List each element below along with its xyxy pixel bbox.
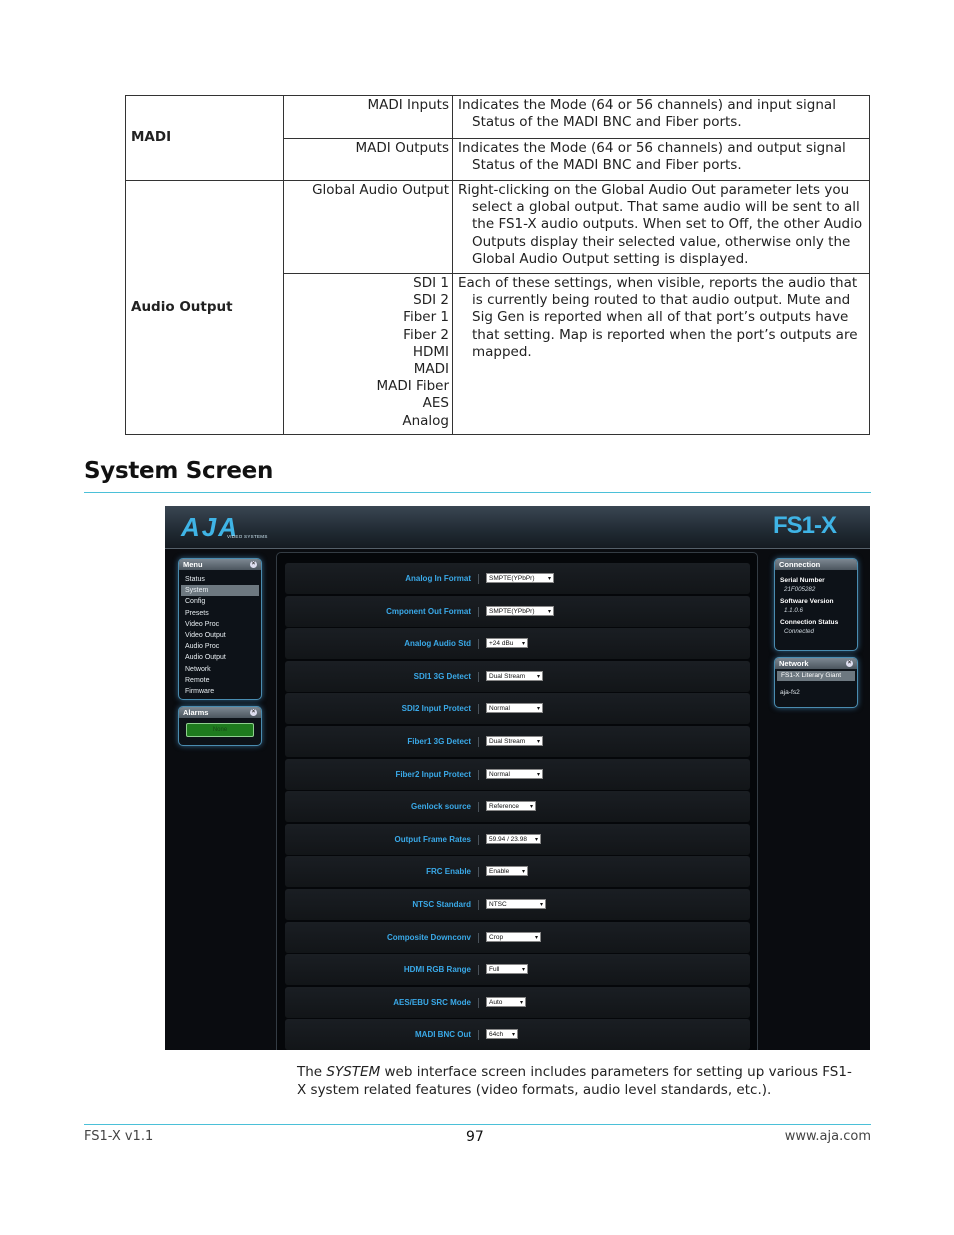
system-parameters-panel (276, 552, 758, 1050)
parameter-label: Output Frame Rates (394, 834, 471, 844)
alarm-status: None (186, 723, 254, 737)
menu-panel (178, 558, 262, 700)
parameter-separator (478, 1030, 479, 1040)
param-name: AES (422, 395, 449, 412)
parameter-row (285, 759, 750, 790)
chevron-down-icon: ▾ (536, 771, 540, 778)
network-panel (774, 657, 858, 708)
parameter-select[interactable] (486, 573, 554, 583)
menu-item-audio-output[interactable]: Audio Output (185, 654, 226, 662)
parameter-label: SDI1 3G Detect (413, 671, 471, 681)
parameter-label: SDI2 Input Protect (401, 704, 471, 714)
param-description: Indicates the Mode (64 or 56 channels) and input signal Status of the MADI BNC and Fiber ports. (458, 97, 836, 131)
parameter-select-value: Auto (489, 998, 503, 1006)
parameter-separator (478, 900, 479, 910)
caption-emphasis: SYSTEM (326, 1064, 381, 1080)
serial-number-value: 21F005282 (784, 586, 816, 593)
parameter-separator (478, 607, 479, 617)
connection-panel (774, 558, 858, 651)
chevron-down-icon: ▾ (534, 836, 538, 843)
parameter-select-value: NTSC (489, 901, 507, 908)
caption-text: The (297, 1064, 327, 1080)
software-version-label: Software Version (780, 598, 834, 605)
network-panel-title: Network (779, 659, 809, 668)
alarms-panel (178, 706, 262, 746)
parameter-row (285, 628, 750, 659)
table-row (126, 181, 870, 274)
parameter-label: AES/EBU SRC Mode (393, 997, 471, 1007)
chevron-down-icon: ▾ (536, 739, 540, 745)
menu-item-network[interactable]: Network (185, 665, 211, 673)
chevron-down-icon: ▾ (521, 641, 525, 648)
menu-item-presets[interactable]: Presets (185, 609, 209, 617)
parameter-label: FRC Enable (426, 867, 471, 877)
chevron-down-icon: ▾ (521, 967, 525, 974)
parameter-select-value: 59.94 / 23.98 (489, 835, 527, 843)
parameter-separator (478, 737, 479, 747)
parameter-row (285, 563, 750, 594)
parameter-row (285, 954, 750, 985)
param-name: MADI Outputs (355, 139, 449, 156)
param-cell (284, 181, 453, 274)
parameter-row (285, 661, 750, 692)
connection-status-label: Connection Status (780, 619, 839, 626)
parameter-select[interactable] (486, 769, 543, 779)
chevron-down-icon: ▾ (511, 1032, 515, 1039)
parameter-row (285, 824, 750, 855)
footer-rule (84, 1124, 871, 1125)
param-name: MADI Inputs (367, 97, 449, 113)
menu-item-video-proc[interactable]: Video Proc (185, 620, 220, 628)
parameter-select-value: Dual Stream (489, 738, 526, 745)
parameter-row (285, 889, 750, 920)
param-description: Indicates the Mode (64 or 56 channels) and output signal Status of the MADI BNC and Fiber ports. (458, 139, 846, 173)
parameter-select-value: 64ch (489, 1031, 504, 1039)
menu-list (179, 570, 261, 697)
close-icon[interactable]: × (847, 660, 852, 666)
app-header (165, 506, 870, 549)
table-row (126, 96, 870, 139)
parameter-row (285, 693, 750, 724)
parameter-separator (478, 770, 479, 780)
parameter-label: Fiber1 3G Detect (407, 737, 471, 746)
footer-website: www.aja.com (784, 1129, 871, 1144)
network-device-item[interactable]: aja-fs2 (780, 689, 800, 696)
serial-number-label: Serial Number (780, 577, 825, 584)
menu-item-video-output[interactable]: Video Output (185, 632, 226, 640)
parameter-select-value: +24 dBu (489, 640, 514, 648)
parameter-label: Cmponent Out Format (386, 606, 471, 616)
desc-cell (453, 96, 870, 139)
param-name: Fiber 2 (403, 326, 449, 343)
parameter-label: NTSC Standard (412, 900, 471, 909)
connection-status-value: Connected (784, 628, 814, 635)
section-rule (84, 492, 871, 493)
network-device-item[interactable]: FS1-X Literary Giant (777, 671, 855, 681)
parameter-separator (478, 802, 479, 812)
software-version-value: 1.1.0.6 (784, 607, 803, 614)
parameter-select[interactable] (486, 671, 543, 681)
param-cell (284, 96, 453, 139)
parameter-select-value: Enable (489, 868, 510, 876)
parameter-separator (478, 933, 479, 943)
alarms-panel-header (179, 707, 261, 718)
parameter-select-value: Full (489, 966, 500, 974)
parameter-label: Analog Audio Std (404, 639, 471, 649)
chevron-down-icon: ▾ (547, 576, 551, 582)
parameter-select[interactable] (486, 606, 554, 616)
aja-logo: AJA (181, 512, 240, 542)
parameter-select[interactable] (486, 932, 541, 942)
parameter-row (285, 1019, 750, 1050)
parameter-select[interactable] (486, 964, 528, 974)
chevron-down-icon: ▾ (534, 934, 538, 941)
screenshot-caption (297, 1063, 857, 1099)
parameter-label: HDMI RGB Range (403, 965, 471, 975)
parameter-row (285, 856, 750, 887)
parameter-select-value: Crop (489, 933, 504, 941)
param-name: SDI 2 (413, 292, 449, 309)
parameter-row (285, 922, 750, 953)
param-name: Analog (402, 412, 449, 429)
parameter-row (285, 791, 750, 822)
param-name: MADI Fiber (376, 378, 449, 395)
menu-item-firmware[interactable]: Firmware (185, 688, 215, 696)
parameter-row (285, 726, 750, 757)
parameter-label: Analog In Format (405, 574, 471, 583)
chevron-down-icon: ▾ (547, 608, 551, 615)
parameter-label: Genlock source (410, 802, 471, 812)
chevron-down-icon: ▾ (529, 804, 533, 811)
chevron-down-icon: ▾ (536, 706, 540, 713)
parameter-label: Fiber2 Input Protect (395, 769, 471, 779)
parameter-separator (478, 965, 479, 975)
chevron-down-icon: ▾ (521, 869, 525, 876)
parameter-select[interactable] (486, 834, 541, 844)
parameter-select-value: Dual Stream (489, 672, 526, 680)
chevron-down-icon: ▾ (539, 902, 543, 908)
param-description: Right-clicking on the Global Audio Out parameter lets you select a global output. That same audio will be sent to all the FS1-X audio outputs. When set to Off, the other Audio Outputs display their selected value, otherwise only the Global Audio Output setting is displayed. (458, 182, 863, 267)
parameter-row (285, 596, 750, 627)
parameter-select-value: SMPTE(YPbPr) (489, 575, 535, 582)
parameter-separator (478, 672, 479, 682)
aja-logo-subtitle: VIDEO SYSTEMS (227, 534, 268, 539)
desc-cell (453, 138, 870, 181)
parameter-separator (478, 639, 479, 649)
param-cell (284, 274, 453, 435)
group-label: MADI (126, 96, 284, 181)
parameter-select[interactable] (486, 997, 526, 1007)
parameter-separator (478, 867, 479, 877)
parameter-select-value: Normal (489, 770, 510, 778)
parameter-label: MADI BNC Out (415, 1030, 471, 1040)
section-title: System Screen (84, 458, 274, 484)
parameter-separator (478, 998, 479, 1008)
desc-cell (453, 274, 870, 435)
product-logo: FS1-X (772, 512, 836, 539)
alarms-panel-title: Alarms (183, 708, 209, 717)
close-icon[interactable]: × (251, 561, 256, 567)
parameter-select[interactable] (486, 736, 543, 746)
connection-panel-title: Connection (779, 560, 821, 569)
parameter-select-value: SMPTE(YPbPr) (489, 607, 535, 615)
desc-cell (453, 181, 870, 274)
system-screen-screenshot (165, 506, 870, 1050)
menu-item-config[interactable]: Config (185, 598, 206, 606)
parameter-select[interactable] (486, 801, 536, 811)
connection-panel-header (775, 559, 857, 570)
menu-item-remote[interactable]: Remote (185, 676, 210, 684)
param-cell (284, 138, 453, 181)
footer-page-number: 97 (466, 1129, 484, 1145)
parameter-row (285, 987, 750, 1018)
chevron-down-icon: ▾ (519, 999, 523, 1006)
menu-panel-title: Menu (183, 560, 203, 569)
param-name: HDMI (412, 343, 449, 360)
parameter-select[interactable] (486, 1029, 518, 1039)
parameter-select[interactable] (486, 866, 528, 876)
parameter-select[interactable] (486, 703, 543, 713)
parameter-select-value: Reference (489, 803, 519, 811)
menu-item-system[interactable]: System (181, 585, 259, 596)
menu-item-status[interactable]: Status (185, 576, 205, 583)
param-name: SDI 1 (413, 275, 449, 291)
caption-text: web interface screen includes parameters for setting up various FS1-X system related features (video formats, audio level standards, etc.). (297, 1064, 852, 1098)
parameter-select-value: Normal (489, 705, 510, 713)
parameter-label: Composite Downconv (386, 932, 471, 942)
close-icon[interactable]: × (251, 709, 256, 715)
parameter-select[interactable] (486, 899, 546, 909)
parameter-separator (478, 835, 479, 845)
parameter-separator (478, 574, 479, 584)
param-name: Fiber 1 (403, 309, 449, 326)
param-description: Each of these settings, when visible, reports the audio that is currently being routed to that audio output. Mute and Sig Gen is reported when all of that port’s outputs have that setting. Map is reported when the port’s outputs are mapped. (458, 275, 858, 360)
param-name: MADI (413, 361, 449, 378)
parameter-table (125, 95, 870, 435)
parameter-separator (478, 704, 479, 714)
group-label: Audio Output (126, 181, 284, 435)
parameter-select[interactable] (486, 638, 528, 648)
param-name: Global Audio Output (312, 182, 449, 198)
footer-doc-version: FS1-X v1.1 (84, 1129, 154, 1144)
menu-item-audio-proc[interactable]: Audio Proc (185, 643, 220, 651)
chevron-down-icon: ▾ (536, 673, 540, 680)
network-panel-header (775, 658, 857, 669)
menu-panel-header (179, 559, 261, 570)
